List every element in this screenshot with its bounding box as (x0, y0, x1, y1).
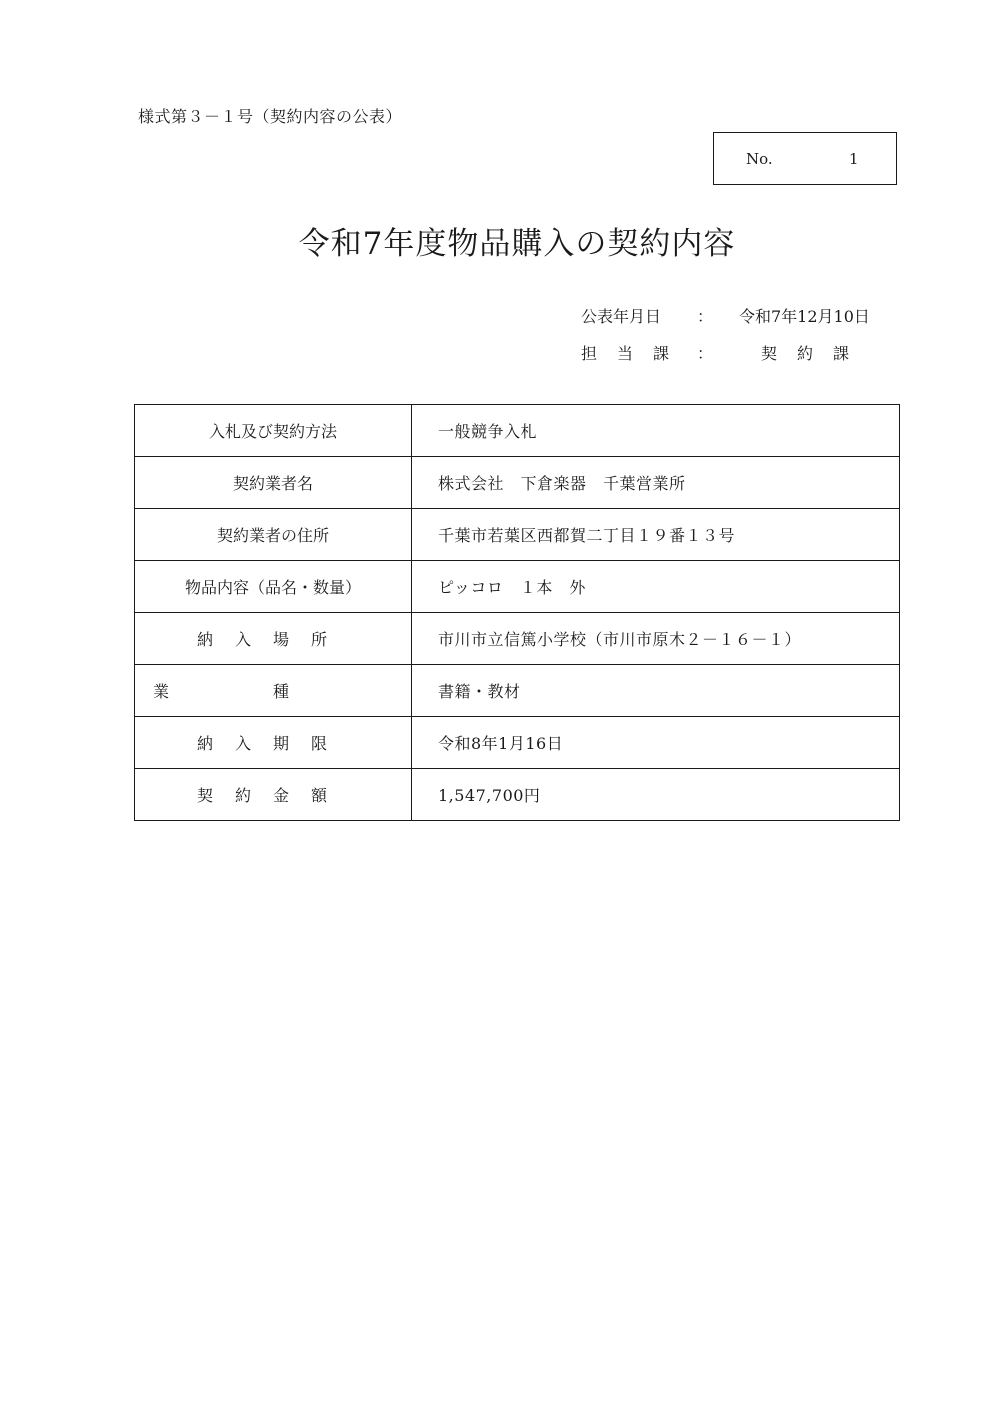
table-row-contract-amount (135, 769, 900, 821)
department-value: 契約課 (761, 344, 870, 363)
number-value: 1 (849, 150, 859, 168)
form-number-label: 様式第３－１号（契約内容の公表） (138, 107, 403, 126)
row-value: 1,547,700円 (412, 769, 900, 821)
row-value: ピッコロ １本 外 (412, 561, 900, 613)
department-label: 担当課 (581, 344, 690, 363)
publication-date-value: 令和7年12月10日 (739, 307, 870, 326)
row-label: 業種 (135, 665, 412, 717)
number-label: No. (746, 150, 773, 168)
contract-details-table (134, 404, 900, 821)
row-value: 書籍・教材 (412, 665, 900, 717)
number-box (713, 132, 897, 185)
row-label: 契約業者名 (135, 457, 412, 509)
row-value: 千葉市若葉区西都賀二丁目１９番１３号 (412, 509, 900, 561)
row-label: 契約金額 (135, 769, 412, 821)
table-row-delivery-deadline (135, 717, 900, 769)
table-row-item-details (135, 561, 900, 613)
row-value: 令和8年1月16日 (412, 717, 900, 769)
row-label: 納入期限 (135, 717, 412, 769)
table-row-industry (135, 665, 900, 717)
row-value: 株式会社 下倉楽器 千葉営業所 (412, 457, 900, 509)
row-label: 入札及び契約方法 (135, 405, 412, 457)
row-label: 契約業者の住所 (135, 509, 412, 561)
table-row-bidding-method (135, 405, 900, 457)
row-value: 一般競争入札 (412, 405, 900, 457)
publication-date-label: 公表年月日 (581, 307, 662, 326)
page-title: 令和7年度物品購入の契約内容 (298, 226, 736, 262)
table-row-delivery-location (135, 613, 900, 665)
table-row-contractor-address (135, 509, 900, 561)
department-colon: ： (697, 344, 714, 363)
row-label: 物品内容（品名・数量） (135, 561, 412, 613)
table-row-contractor-name (135, 457, 900, 509)
row-value: 市川市立信篤小学校（市川市原木２－１６－１） (412, 613, 900, 665)
publication-date-colon: ： (697, 307, 714, 326)
row-label: 納入場所 (135, 613, 412, 665)
